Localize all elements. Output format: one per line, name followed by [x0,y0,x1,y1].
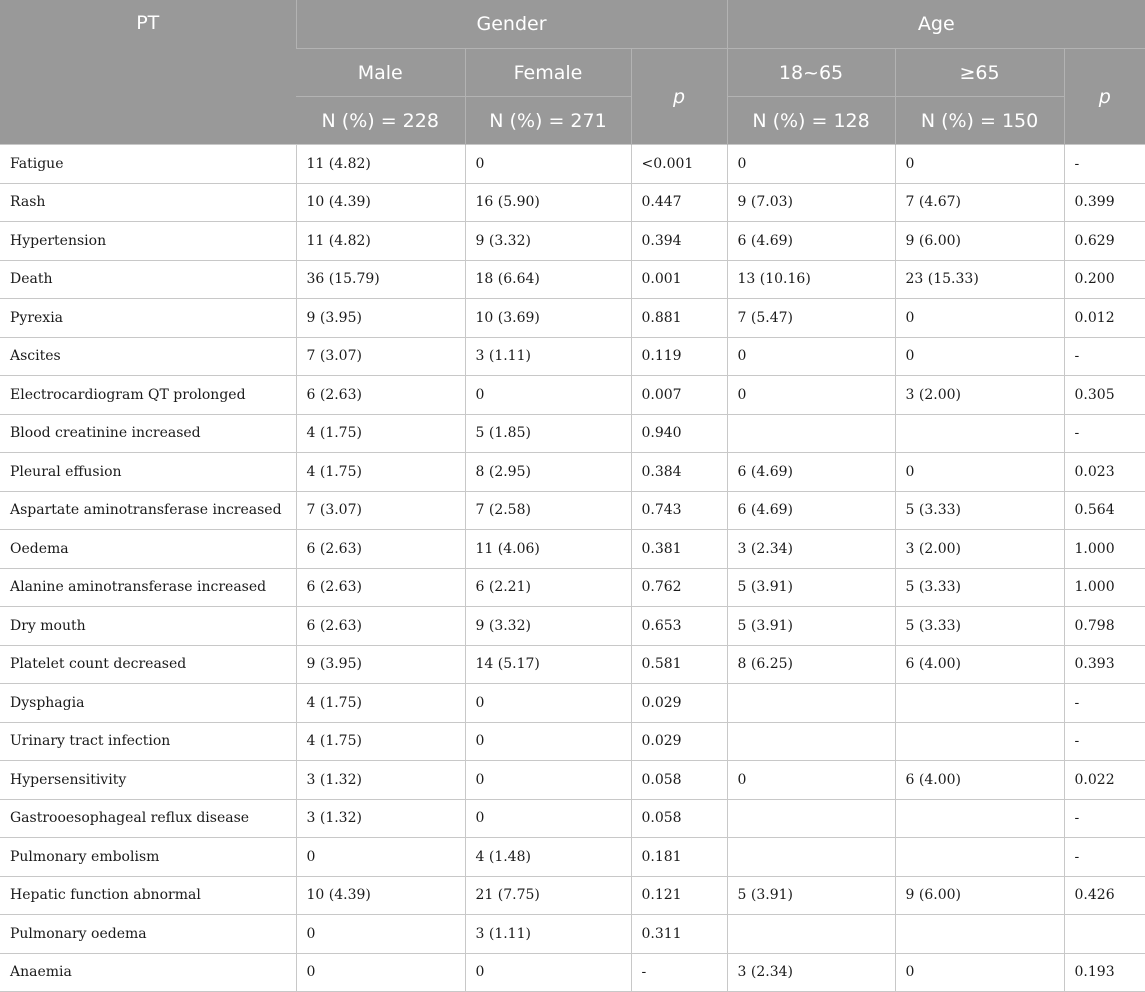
cell-pt: Hypersensitivity [0,761,296,800]
table-row [0,799,1145,838]
cell-p-gender: 0.394 [631,222,727,261]
cell-age-65-plus: 5 (3.33) [895,607,1064,646]
cell-p-gender: 0.119 [631,337,727,376]
table-row [0,376,1145,415]
cell-p-gender: 0.121 [631,876,727,915]
table-row [0,915,1145,954]
cell-p-age: - [1064,722,1145,761]
header-gender: Gender [296,0,727,49]
cell-age-65-plus [895,722,1064,761]
table-row [0,491,1145,530]
cell-age-65-plus: 0 [895,453,1064,492]
cell-pt: Blood creatinine increased [0,414,296,453]
cell-p-age: - [1064,145,1145,184]
table-row [0,299,1145,338]
cell-p-age: 1.000 [1064,530,1145,569]
cell-age-65-plus: 3 (2.00) [895,376,1064,415]
cell-male: 9 (3.95) [296,645,465,684]
cell-male: 6 (2.63) [296,376,465,415]
table-row [0,607,1145,646]
cell-pt: Gastrooesophageal reflux disease [0,799,296,838]
table-row [0,337,1145,376]
cell-female: 0 [465,145,631,184]
header-age-65-plus: ≥65 [895,49,1064,97]
cell-pt: Anaemia [0,953,296,992]
cell-female: 21 (7.75) [465,876,631,915]
cell-p-gender: 0.029 [631,722,727,761]
cell-p-age: 0.399 [1064,183,1145,222]
cell-age-18-65 [727,684,895,723]
cell-p-gender: 0.447 [631,183,727,222]
cell-p-age: 0.012 [1064,299,1145,338]
cell-p-gender: 0.181 [631,838,727,877]
cell-age-18-65: 5 (3.91) [727,568,895,607]
cell-p-age: 0.564 [1064,491,1145,530]
cell-male: 10 (4.39) [296,183,465,222]
table-row [0,260,1145,299]
cell-male: 6 (2.63) [296,607,465,646]
cell-age-18-65: 0 [727,376,895,415]
cell-age-18-65: 3 (2.34) [727,530,895,569]
header-female: Female [465,49,631,97]
cell-p-gender: 0.940 [631,414,727,453]
cell-female: 9 (3.32) [465,607,631,646]
table-row [0,722,1145,761]
cell-male: 0 [296,838,465,877]
cell-male: 11 (4.82) [296,222,465,261]
cell-female: 6 (2.21) [465,568,631,607]
cell-male: 11 (4.82) [296,145,465,184]
table-header [0,0,1145,145]
cell-age-65-plus: 0 [895,337,1064,376]
table-row [0,568,1145,607]
cell-pt: Alanine aminotransferase increased [0,568,296,607]
table-row [0,183,1145,222]
cell-p-gender: 0.311 [631,915,727,954]
cell-age-65-plus [895,684,1064,723]
cell-male: 6 (2.63) [296,530,465,569]
cell-age-65-plus: 7 (4.67) [895,183,1064,222]
table-row [0,453,1145,492]
table-row [0,876,1145,915]
cell-male: 0 [296,953,465,992]
cell-p-gender: 0.058 [631,761,727,800]
cell-age-18-65: 6 (4.69) [727,222,895,261]
header-age-65-plus-n: N (%) = 150 [895,97,1064,145]
cell-female: 4 (1.48) [465,838,631,877]
cell-female: 0 [465,722,631,761]
table-row [0,222,1145,261]
cell-age-18-65: 7 (5.47) [727,299,895,338]
header-pt: PT [0,0,296,145]
cell-pt: Electrocardiogram QT prolonged [0,376,296,415]
cell-age-18-65: 9 (7.03) [727,183,895,222]
cell-female: 14 (5.17) [465,645,631,684]
cell-age-65-plus: 23 (15.33) [895,260,1064,299]
cell-p-gender: 0.881 [631,299,727,338]
cell-pt: Aspartate aminotransferase increased [0,491,296,530]
cell-p-age: 0.629 [1064,222,1145,261]
cell-female: 9 (3.32) [465,222,631,261]
cell-female: 8 (2.95) [465,453,631,492]
cell-p-age: 0.305 [1064,376,1145,415]
cell-p-age: 0.393 [1064,645,1145,684]
cell-male: 9 (3.95) [296,299,465,338]
header-age-18-65-n: N (%) = 128 [727,97,895,145]
cell-age-65-plus: 9 (6.00) [895,222,1064,261]
cell-male: 7 (3.07) [296,337,465,376]
cell-age-65-plus: 5 (3.33) [895,568,1064,607]
cell-p-gender: 0.058 [631,799,727,838]
cell-age-18-65: 5 (3.91) [727,876,895,915]
cell-female: 11 (4.06) [465,530,631,569]
cell-age-18-65: 0 [727,761,895,800]
cell-p-gender: 0.653 [631,607,727,646]
cell-pt: Urinary tract infection [0,722,296,761]
cell-p-age: 0.426 [1064,876,1145,915]
cell-age-65-plus: 0 [895,953,1064,992]
cell-female: 3 (1.11) [465,337,631,376]
table-row [0,414,1145,453]
cell-p-age: - [1064,838,1145,877]
cell-age-18-65: 3 (2.34) [727,953,895,992]
header-male: Male [296,49,465,97]
cell-male: 36 (15.79) [296,260,465,299]
cell-male: 0 [296,915,465,954]
cell-male: 6 (2.63) [296,568,465,607]
cell-male: 10 (4.39) [296,876,465,915]
cell-female: 5 (1.85) [465,414,631,453]
cell-pt: Rash [0,183,296,222]
cell-pt: Fatigue [0,145,296,184]
cell-age-18-65 [727,799,895,838]
cell-p-gender: - [631,953,727,992]
cell-male: 4 (1.75) [296,414,465,453]
cell-female: 10 (3.69) [465,299,631,338]
cell-age-65-plus: 5 (3.33) [895,491,1064,530]
cell-age-65-plus: 6 (4.00) [895,645,1064,684]
cell-age-18-65: 6 (4.69) [727,453,895,492]
cell-p-age: - [1064,684,1145,723]
cell-p-age: 1.000 [1064,568,1145,607]
table-row [0,953,1145,992]
cell-female: 0 [465,761,631,800]
header-p-gender: p [631,49,727,145]
cell-male: 7 (3.07) [296,491,465,530]
cell-male: 4 (1.75) [296,722,465,761]
cell-male: 4 (1.75) [296,453,465,492]
cell-p-age: - [1064,799,1145,838]
cell-age-65-plus [895,838,1064,877]
table-row [0,645,1145,684]
cell-pt: Death [0,260,296,299]
cell-age-18-65 [727,414,895,453]
cell-pt: Oedema [0,530,296,569]
cell-p-age: 0.193 [1064,953,1145,992]
cell-pt: Dry mouth [0,607,296,646]
header-age: Age [727,0,1145,49]
cell-p-gender: 0.381 [631,530,727,569]
cell-female: 0 [465,376,631,415]
cell-age-18-65: 6 (4.69) [727,491,895,530]
cell-p-age: - [1064,337,1145,376]
cell-age-65-plus [895,414,1064,453]
cell-age-65-plus: 6 (4.00) [895,761,1064,800]
cell-p-age: 0.023 [1064,453,1145,492]
table-row [0,530,1145,569]
cell-male: 4 (1.75) [296,684,465,723]
cell-female: 7 (2.58) [465,491,631,530]
cell-female: 0 [465,953,631,992]
cell-age-65-plus: 0 [895,145,1064,184]
cell-age-65-plus: 0 [895,299,1064,338]
cell-age-18-65 [727,722,895,761]
cell-p-age: - [1064,414,1145,453]
cell-age-18-65 [727,915,895,954]
table-row [0,761,1145,800]
table-row [0,684,1145,723]
cell-age-18-65: 13 (10.16) [727,260,895,299]
header-female-n: N (%) = 271 [465,97,631,145]
cell-p-age: 0.022 [1064,761,1145,800]
cell-female: 16 (5.90) [465,183,631,222]
cell-male: 3 (1.32) [296,799,465,838]
cell-p-gender: 0.029 [631,684,727,723]
cell-p-gender: 0.743 [631,491,727,530]
cell-p-age: 0.798 [1064,607,1145,646]
cell-female: 0 [465,799,631,838]
cell-pt: Pleural effusion [0,453,296,492]
cell-age-18-65 [727,838,895,877]
cell-pt: Pyrexia [0,299,296,338]
cell-p-gender: 0.384 [631,453,727,492]
cell-pt: Hypertension [0,222,296,261]
cell-p-age: 0.200 [1064,260,1145,299]
cell-age-65-plus [895,799,1064,838]
cell-p-gender: 0.581 [631,645,727,684]
header-male-n: N (%) = 228 [296,97,465,145]
cell-age-65-plus: 9 (6.00) [895,876,1064,915]
cell-p-gender: 0.007 [631,376,727,415]
cell-age-18-65: 8 (6.25) [727,645,895,684]
cell-pt: Dysphagia [0,684,296,723]
cell-p-gender: 0.762 [631,568,727,607]
header-age-18-65: 18~65 [727,49,895,97]
cell-pt: Pulmonary oedema [0,915,296,954]
cell-pt: Ascites [0,337,296,376]
cell-male: 3 (1.32) [296,761,465,800]
cell-age-18-65: 0 [727,337,895,376]
cell-female: 0 [465,684,631,723]
table-row [0,838,1145,877]
cell-pt: Pulmonary embolism [0,838,296,877]
table-body [0,145,1145,992]
cell-p-gender: 0.001 [631,260,727,299]
cell-female: 3 (1.11) [465,915,631,954]
cell-p-gender: <0.001 [631,145,727,184]
cell-female: 18 (6.64) [465,260,631,299]
cell-age-65-plus: 3 (2.00) [895,530,1064,569]
cell-age-18-65: 0 [727,145,895,184]
header-p-age: p [1064,49,1145,145]
cell-pt: Platelet count decreased [0,645,296,684]
cell-pt: Hepatic function abnormal [0,876,296,915]
cell-p-age [1064,915,1145,954]
table-row [0,145,1145,184]
cell-age-18-65: 5 (3.91) [727,607,895,646]
cell-age-65-plus [895,915,1064,954]
